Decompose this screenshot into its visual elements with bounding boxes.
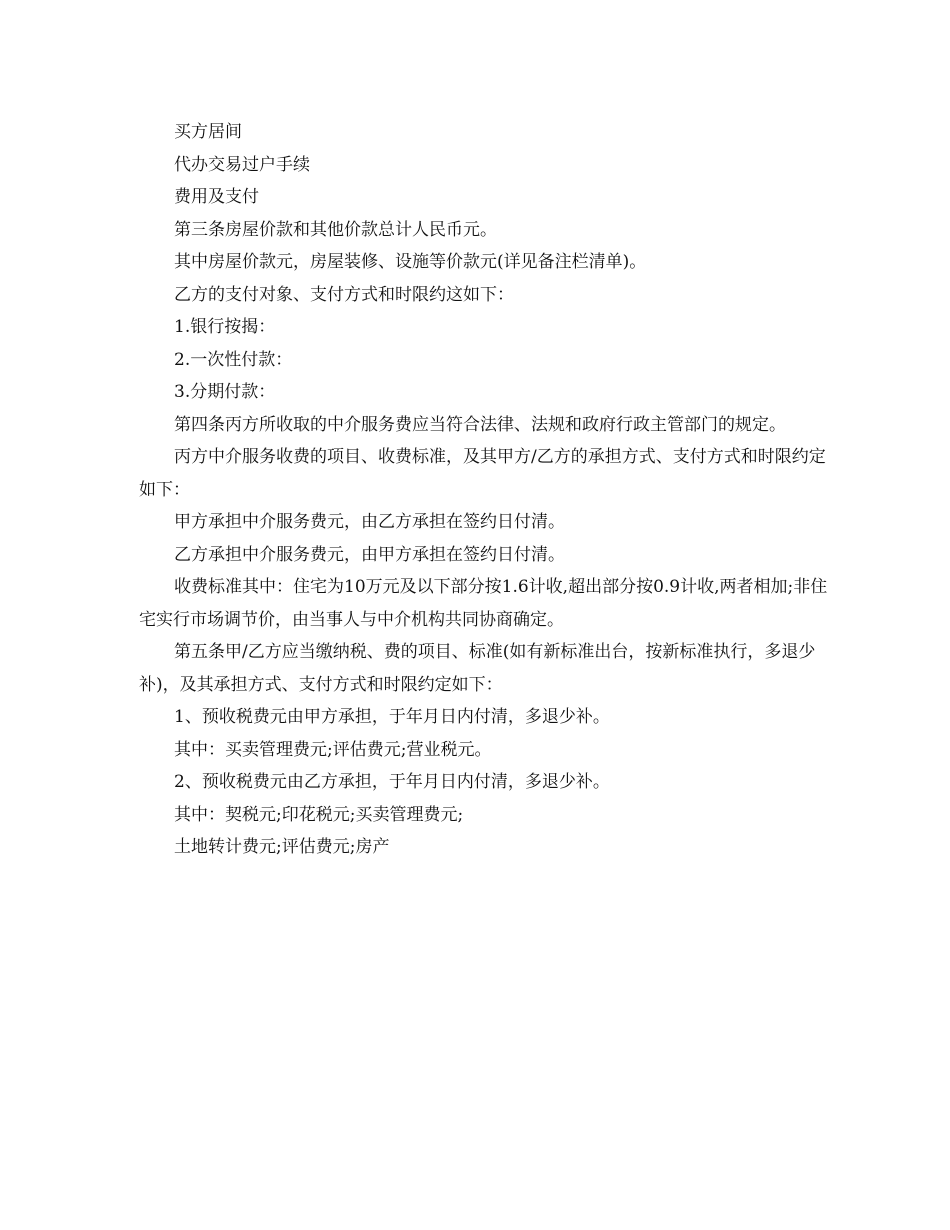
paragraph: 2、预收税费元由乙方承担，于年月日内付清，多退少补。 — [174, 772, 610, 792]
paragraph: 乙方承担中介服务费元，由甲方承担在签约日付清。 — [174, 544, 565, 565]
paragraph: 2.一次性付款： — [174, 349, 293, 370]
paragraph: 其中：买卖管理费元;评估费元;营业税元。 — [174, 739, 492, 760]
paragraph: 收费标准其中：住宅为10万元及以下部分按1.6计收,超出部分按0.9计收,两者相加;非住宅实行市场调节价，由当事人与中介机构共同协商确定。 — [139, 577, 828, 630]
paragraph: 1.银行按揭： — [174, 317, 276, 337]
paragraph: 土地转计费元;评估费元;房产 — [174, 837, 390, 857]
paragraph: 乙方的支付对象、支付方式和时限约这如下： — [174, 284, 514, 305]
paragraph: 第五条甲/乙方应当缴纳税、费的项目、标准(如有新标准出台，按新标准执行，多退少补)，及其承担方式、支付方式和时限约定如下： — [139, 642, 816, 695]
paragraph: 其中：契税元;印花税元;买卖管理费元; — [174, 804, 464, 825]
paragraph: 其中房屋价款元，房屋装修、设施等价款元(详见备注栏清单)。 — [174, 252, 647, 272]
paragraph: 甲方承担中介服务费元，由乙方承担在签约日付清。 — [174, 512, 565, 532]
paragraph: 丙方中介服务收费的项目、收费标准，及其甲方/乙方的承担方式、支付方式和时限约定如下： — [139, 447, 826, 500]
paragraph: 3.分期付款： — [174, 382, 276, 402]
paragraph: 费用及支付 — [174, 187, 259, 207]
paragraph: 第三条房屋价款和其他价款总计人民币元。 — [174, 219, 497, 240]
document-body — [139, 116, 829, 864]
paragraph: 买方居间 — [174, 122, 242, 142]
paragraph: 代办交易过户手续 — [174, 154, 310, 175]
paragraph: 1、预收税费元由甲方承担，于年月日内付清，多退少补。 — [174, 707, 610, 727]
paragraph: 第四条丙方所收取的中介服务费应当符合法律、法规和政府行政主管部门的规定。 — [174, 414, 786, 435]
